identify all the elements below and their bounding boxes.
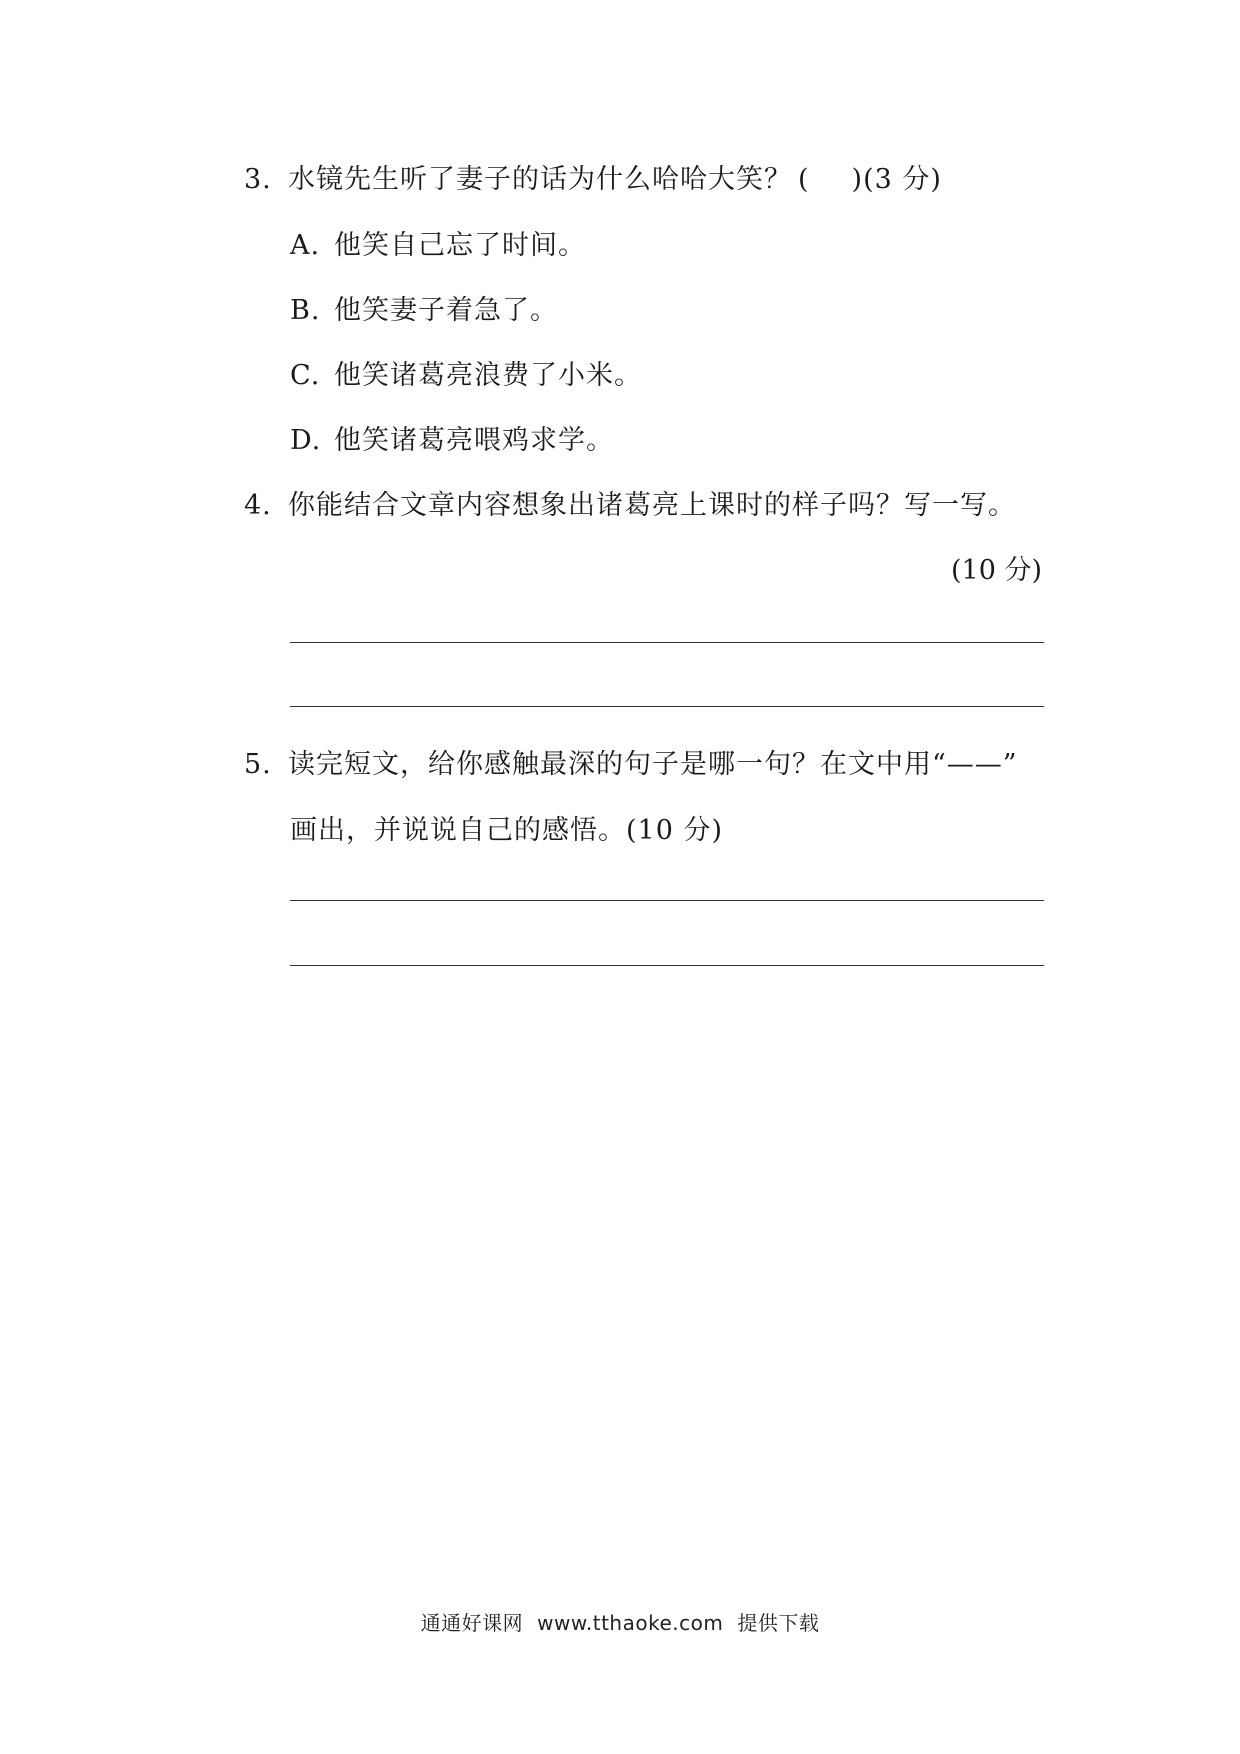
option-d-label: D. (290, 425, 322, 456)
page-footer (0, 1610, 1240, 1636)
option-b-text: 他笑妻子着急了。 (334, 295, 558, 326)
question-3-paren-open: ( (798, 164, 810, 195)
footer-site-name: 通通好课网 (420, 1611, 524, 1635)
question-5-number: 5. (244, 749, 272, 780)
question-3-text: 水镜先生听了妻子的话为什么哈哈大笑？ (288, 164, 792, 195)
question-5-continued (290, 813, 723, 849)
option-c-text: 他笑诸葛亮浪费了小米。 (334, 360, 642, 391)
question-3-option-b (290, 293, 558, 329)
question-5-answer-line-1[interactable] (290, 900, 1044, 901)
question-5-text-line-2: 画出，并说说自己的感悟。 (290, 815, 626, 846)
option-c-label: C. (290, 360, 321, 391)
question-4 (244, 488, 1016, 524)
option-b-label: B. (290, 295, 321, 326)
question-3 (244, 162, 942, 198)
question-5-answer-line-2[interactable] (290, 965, 1044, 966)
question-3-number: 3. (244, 164, 272, 195)
question-5-text-line-1: 读完短文，给你感触最深的句子是哪一句？在文中用“——” (288, 749, 1018, 780)
question-4-answer-line-2[interactable] (290, 706, 1044, 707)
footer-url[interactable]: www.tthaoke.com (537, 1611, 724, 1635)
option-a-label: A. (290, 230, 321, 261)
option-a-text: 他笑自己忘了时间。 (334, 230, 586, 261)
footer-suffix: 提供下载 (737, 1611, 820, 1635)
question-5 (244, 747, 1018, 783)
question-4-number: 4. (244, 490, 272, 521)
question-3-paren-close: ) (851, 164, 864, 195)
question-3-option-c (290, 358, 642, 394)
question-3-option-d (290, 423, 614, 459)
question-4-text: 你能结合文章内容想象出诸葛亮上课时的样子吗？写一写。 (288, 490, 1016, 521)
question-3-option-a (290, 228, 586, 264)
question-4-score: (10 分) (950, 555, 1042, 586)
question-5-score: (10 分) (626, 815, 724, 846)
option-d-text: 他笑诸葛亮喂鸡求学。 (334, 425, 614, 456)
question-3-score: (3 分) (863, 164, 942, 195)
question-4-answer-line-1[interactable] (290, 642, 1044, 643)
